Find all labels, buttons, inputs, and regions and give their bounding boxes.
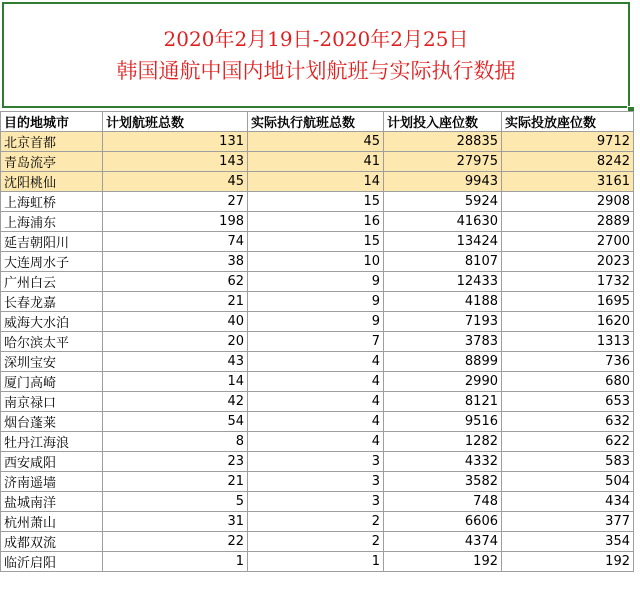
cell-actual-flights[interactable]: 7 bbox=[248, 332, 384, 352]
table-row bbox=[1, 452, 634, 472]
table-row bbox=[1, 492, 634, 512]
cell-actual-seats[interactable]: 2700 bbox=[502, 232, 634, 252]
cell-planned-seats[interactable]: 41630 bbox=[384, 212, 502, 232]
table-row bbox=[1, 232, 634, 252]
cell-planned-seats[interactable]: 2990 bbox=[384, 372, 502, 392]
header-actual-flights[interactable]: 实际执行航班总数 bbox=[248, 112, 384, 132]
cell-actual-flights[interactable]: 3 bbox=[248, 492, 384, 512]
cell-actual-seats[interactable]: 2889 bbox=[502, 212, 634, 232]
cell-planned-flights[interactable]: 45 bbox=[103, 172, 248, 192]
cell-planned-seats[interactable]: 1282 bbox=[384, 432, 502, 452]
cell-planned-seats[interactable]: 748 bbox=[384, 492, 502, 512]
table-row bbox=[1, 212, 634, 232]
table-row bbox=[1, 532, 634, 552]
cell-actual-seats[interactable]: 9712 bbox=[502, 132, 634, 152]
cell-planned-flights[interactable]: 43 bbox=[103, 352, 248, 372]
cell-planned-seats[interactable]: 7193 bbox=[384, 312, 502, 332]
cell-destination[interactable]: 盐城南洋 bbox=[1, 492, 103, 512]
cell-actual-seats[interactable]: 653 bbox=[502, 392, 634, 412]
title-date-range: 2020年2月19日-2020年2月25日 bbox=[163, 27, 469, 51]
cell-planned-seats[interactable]: 8107 bbox=[384, 252, 502, 272]
cell-planned-flights[interactable]: 62 bbox=[103, 272, 248, 292]
cell-planned-flights[interactable]: 42 bbox=[103, 392, 248, 412]
table-row bbox=[1, 332, 634, 352]
cell-actual-flights[interactable]: 2 bbox=[248, 532, 384, 552]
cell-actual-flights[interactable]: 9 bbox=[248, 312, 384, 332]
cell-destination[interactable]: 长春龙嘉 bbox=[1, 292, 103, 312]
table-row bbox=[1, 512, 634, 532]
cell-actual-flights[interactable]: 41 bbox=[248, 152, 384, 172]
cell-destination[interactable]: 青岛流亭 bbox=[1, 152, 103, 172]
cell-planned-flights[interactable]: 131 bbox=[103, 132, 248, 152]
cell-actual-flights[interactable]: 3 bbox=[248, 472, 384, 492]
cell-planned-seats[interactable]: 27975 bbox=[384, 152, 502, 172]
table-row bbox=[1, 312, 634, 332]
cell-actual-flights[interactable]: 3 bbox=[248, 452, 384, 472]
cell-planned-flights[interactable]: 23 bbox=[103, 452, 248, 472]
cell-destination[interactable]: 成都双流 bbox=[1, 532, 103, 552]
cell-actual-seats[interactable]: 736 bbox=[502, 352, 634, 372]
cell-planned-flights[interactable]: 14 bbox=[103, 372, 248, 392]
cell-planned-seats[interactable]: 3783 bbox=[384, 332, 502, 352]
cell-planned-seats[interactable]: 6606 bbox=[384, 512, 502, 532]
cell-destination[interactable]: 广州白云 bbox=[1, 272, 103, 292]
cell-destination[interactable]: 大连周水子 bbox=[1, 252, 103, 272]
cell-destination[interactable]: 威海大水泊 bbox=[1, 312, 103, 332]
cell-actual-flights[interactable]: 15 bbox=[248, 192, 384, 212]
cell-destination[interactable]: 杭州萧山 bbox=[1, 512, 103, 532]
title-description: 韩国通航中国内地计划航班与实际执行数据 bbox=[116, 59, 516, 83]
cell-actual-flights[interactable]: 4 bbox=[248, 412, 384, 432]
cell-destination[interactable]: 深圳宝安 bbox=[1, 352, 103, 372]
cell-actual-flights[interactable]: 9 bbox=[248, 272, 384, 292]
cell-actual-flights[interactable]: 9 bbox=[248, 292, 384, 312]
cell-planned-seats[interactable]: 4332 bbox=[384, 452, 502, 472]
cell-actual-seats[interactable]: 1313 bbox=[502, 332, 634, 352]
cell-destination[interactable]: 延吉朝阳川 bbox=[1, 232, 103, 252]
cell-actual-seats[interactable]: 1620 bbox=[502, 312, 634, 332]
cell-destination[interactable]: 烟台蓬莱 bbox=[1, 412, 103, 432]
table-row bbox=[1, 152, 634, 172]
cell-actual-flights[interactable]: 4 bbox=[248, 392, 384, 412]
cell-planned-flights[interactable]: 5 bbox=[103, 492, 248, 512]
cell-planned-flights[interactable]: 198 bbox=[103, 212, 248, 232]
cell-actual-seats[interactable]: 192 bbox=[502, 552, 634, 572]
cell-planned-seats[interactable]: 3582 bbox=[384, 472, 502, 492]
cell-actual-seats[interactable]: 2023 bbox=[502, 252, 634, 272]
cell-actual-seats[interactable]: 2908 bbox=[502, 192, 634, 212]
cell-actual-seats[interactable]: 354 bbox=[502, 532, 634, 552]
cell-actual-seats[interactable]: 434 bbox=[502, 492, 634, 512]
title-cell[interactable] bbox=[2, 2, 630, 108]
cell-actual-flights[interactable]: 10 bbox=[248, 252, 384, 272]
cell-destination[interactable]: 济南遥墙 bbox=[1, 472, 103, 492]
table-row bbox=[1, 172, 634, 192]
cell-planned-flights[interactable]: 21 bbox=[103, 292, 248, 312]
flight-data-table bbox=[0, 111, 634, 572]
table-row bbox=[1, 272, 634, 292]
cell-actual-flights[interactable]: 2 bbox=[248, 512, 384, 532]
table-row bbox=[1, 372, 634, 392]
cell-actual-flights[interactable]: 15 bbox=[248, 232, 384, 252]
cell-destination[interactable]: 北京首都 bbox=[1, 132, 103, 152]
cell-planned-seats[interactable]: 28835 bbox=[384, 132, 502, 152]
cell-destination[interactable]: 上海浦东 bbox=[1, 212, 103, 232]
cell-planned-flights[interactable]: 22 bbox=[103, 532, 248, 552]
cell-actual-flights[interactable]: 4 bbox=[248, 432, 384, 452]
cell-planned-seats[interactable]: 4188 bbox=[384, 292, 502, 312]
table-row bbox=[1, 472, 634, 492]
table-row bbox=[1, 392, 634, 412]
cell-actual-flights[interactable]: 4 bbox=[248, 372, 384, 392]
cell-planned-flights[interactable]: 54 bbox=[103, 412, 248, 432]
table-row bbox=[1, 552, 634, 572]
table-row bbox=[1, 432, 634, 452]
cell-destination[interactable]: 牡丹江海浪 bbox=[1, 432, 103, 452]
cell-actual-seats[interactable]: 504 bbox=[502, 472, 634, 492]
header-destination[interactable]: 目的地城市 bbox=[1, 112, 103, 132]
cell-planned-flights[interactable]: 1 bbox=[103, 552, 248, 572]
cell-destination[interactable]: 上海虹桥 bbox=[1, 192, 103, 212]
cell-planned-flights[interactable]: 31 bbox=[103, 512, 248, 532]
cell-actual-flights[interactable]: 16 bbox=[248, 212, 384, 232]
header-planned-flights[interactable]: 计划航班总数 bbox=[103, 112, 248, 132]
header-actual-seats[interactable]: 实际投放座位数 bbox=[502, 112, 634, 132]
cell-actual-flights[interactable]: 4 bbox=[248, 352, 384, 372]
cell-destination[interactable]: 哈尔滨太平 bbox=[1, 332, 103, 352]
cell-destination[interactable]: 西安咸阳 bbox=[1, 452, 103, 472]
spreadsheet bbox=[0, 111, 634, 572]
cell-planned-seats[interactable]: 192 bbox=[384, 552, 502, 572]
cell-planned-seats[interactable]: 8121 bbox=[384, 392, 502, 412]
table-row bbox=[1, 192, 634, 212]
cell-destination[interactable]: 临沂启阳 bbox=[1, 552, 103, 572]
cell-planned-flights[interactable]: 8 bbox=[103, 432, 248, 452]
cell-actual-seats[interactable]: 3161 bbox=[502, 172, 634, 192]
cell-planned-flights[interactable]: 20 bbox=[103, 332, 248, 352]
cell-planned-flights[interactable]: 27 bbox=[103, 192, 248, 212]
table-row bbox=[1, 132, 634, 152]
table-row bbox=[1, 352, 634, 372]
table-row bbox=[1, 252, 634, 272]
cell-actual-seats[interactable]: 1695 bbox=[502, 292, 634, 312]
cell-planned-seats[interactable]: 12433 bbox=[384, 272, 502, 292]
cell-planned-seats[interactable]: 9516 bbox=[384, 412, 502, 432]
cell-planned-flights[interactable]: 40 bbox=[103, 312, 248, 332]
cell-actual-seats[interactable]: 377 bbox=[502, 512, 634, 532]
cell-planned-flights[interactable]: 38 bbox=[103, 252, 248, 272]
header-planned-seats[interactable]: 计划投入座位数 bbox=[384, 112, 502, 132]
cell-planned-flights[interactable]: 143 bbox=[103, 152, 248, 172]
cell-actual-seats[interactable]: 622 bbox=[502, 432, 634, 452]
cell-actual-flights[interactable]: 1 bbox=[248, 552, 384, 572]
cell-planned-seats[interactable]: 5924 bbox=[384, 192, 502, 212]
cell-actual-seats[interactable]: 632 bbox=[502, 412, 634, 432]
cell-planned-flights[interactable]: 21 bbox=[103, 472, 248, 492]
cell-planned-seats[interactable]: 13424 bbox=[384, 232, 502, 252]
table-row bbox=[1, 292, 634, 312]
cell-planned-seats[interactable]: 4374 bbox=[384, 532, 502, 552]
cell-destination[interactable]: 沈阳桃仙 bbox=[1, 172, 103, 192]
cell-actual-flights[interactable]: 14 bbox=[248, 172, 384, 192]
cell-planned-seats[interactable]: 8899 bbox=[384, 352, 502, 372]
cell-actual-seats[interactable]: 583 bbox=[502, 452, 634, 472]
cell-destination[interactable]: 厦门高崎 bbox=[1, 372, 103, 392]
cell-planned-seats[interactable]: 9943 bbox=[384, 172, 502, 192]
cell-destination[interactable]: 南京禄口 bbox=[1, 392, 103, 412]
cell-actual-seats[interactable]: 8242 bbox=[502, 152, 634, 172]
cell-planned-flights[interactable]: 74 bbox=[103, 232, 248, 252]
cell-actual-seats[interactable]: 1732 bbox=[502, 272, 634, 292]
cell-actual-seats[interactable]: 680 bbox=[502, 372, 634, 392]
table-header-row bbox=[1, 112, 634, 132]
cell-actual-flights[interactable]: 45 bbox=[248, 132, 384, 152]
table-row bbox=[1, 412, 634, 432]
